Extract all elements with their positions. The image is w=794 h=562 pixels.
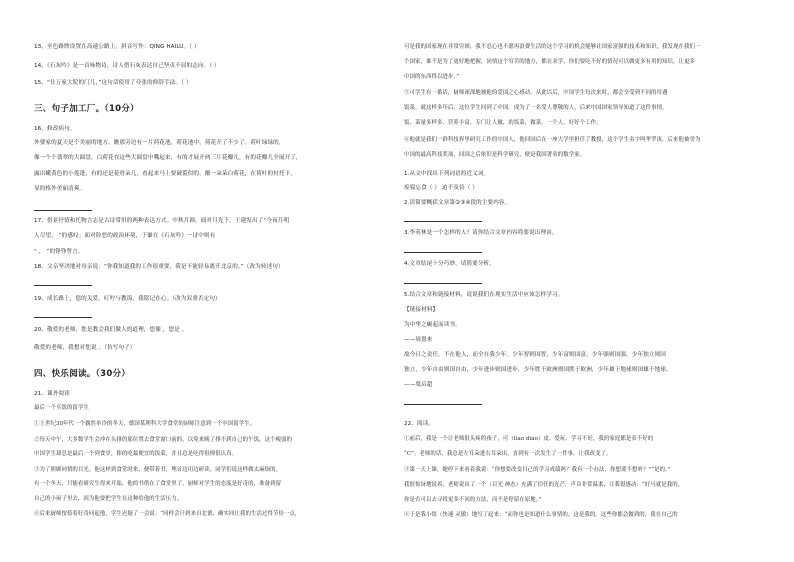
link-line-3: 故今日之责任，不在他人，而全在我少年。少年智则国智，少年富则国富，少年强则国强，少年独立则国 bbox=[404, 352, 666, 358]
question-21: 21、课外阅读 bbox=[34, 391, 70, 397]
answer-line bbox=[404, 283, 482, 284]
left-column bbox=[34, 0, 414, 562]
answer-line bbox=[34, 210, 92, 211]
answer-line bbox=[34, 317, 92, 318]
answer-line bbox=[404, 252, 482, 253]
paragraph-16-line-1: 外婆家的夏天是个美丽的地方。瞧那旁边有一片荷花池，荷花池中，荷花开了不少了。荷叶绿绿的， bbox=[34, 140, 285, 146]
sub-question-4: 4.文章结尾十分巧妙，请简要分析。 bbox=[404, 261, 495, 267]
reading-para-2-line-1: ②每天中午，大多数学生会冲在头排的那位置去食堂窗口前的，以免来晚了排不到自己的午饭，这个瘦弱的 bbox=[34, 437, 293, 443]
reading-cont-line-8: 中国的最高科技奖项，回国之后依旧是科学研究，便是我国著名的数学家。 bbox=[404, 152, 586, 158]
reading-para-4-line-1: ④后来厨师按捺着好奇问起他，学生迟疑了一会说：“同样会计到来自北德，确实同让我的生活过得节俭一点， bbox=[34, 511, 301, 517]
question-22: 22、阅读。 bbox=[404, 421, 435, 427]
question-14: 14、《石灰吟》是一首咏物诗，诗人借石灰表达自己坚贞不屈的志向。（ ） bbox=[34, 63, 220, 69]
link-line-2: ——周恩来 bbox=[404, 337, 433, 343]
section-3-heading: 三、句子加工厂。（10分） bbox=[34, 104, 139, 114]
link-line-5: ——梁启超 bbox=[404, 382, 433, 388]
reading22-line-4: 我很惊讶地说着，老师说出了一个（目光 神态）充满了信任的光芒，声音非常温柔，让我很感动：“好马就是我的， bbox=[404, 482, 684, 488]
reading22-line-2: “C”。老师的话，我总是左耳朵进右耳朵出，直到有一次发生了一件事，让我改变了。 bbox=[404, 451, 612, 457]
reading-cont-line-1: 可是我的国家现在非常穷困，我不忍心也不愿再浪费生活的这个学习的机会能够让国家富强的技术和知识。我发现在我们一 bbox=[404, 44, 701, 50]
reading-para-2-line-2: 中国学生却总是最后一个到食堂，捧的吃最便宜的饭菜，并且总是吃得很慢很认真。 bbox=[34, 451, 238, 457]
reading-cont-line-6: 饭、菜量多样多，营养丰富，专门让人做，的饭菜，做菜。一个人，好好个工作。 bbox=[404, 120, 602, 126]
sub-question-2: 2.请简要概括文章第②③④段的主要内容。 bbox=[404, 200, 511, 206]
reading-cont-line-4: ⑤可学生有一番话，厨师深深地被他的爱国之心感动。从此以后，中国学生每次来时，都会享受到不同的待遇 bbox=[404, 90, 668, 96]
paragraph-16-line-2: 像一个个翡翠的大圆盘，白荷花在这些大圆盘中嘴起来，有的才展开两三片花瓣儿，有的花瓣儿全展开了， bbox=[34, 155, 302, 161]
link-material-label: 【链接材料】 bbox=[404, 307, 439, 313]
sub-question-1-blanks: 废寝忘食（ ） 迫不及待（ ） bbox=[404, 185, 478, 191]
reading22-line-1: ①前后，我是一个让老师很头疼的孩子，可（liao diao）皮、爱玩、学习不好，我的家庭都是表不好的 bbox=[404, 436, 654, 442]
paragraph-16-line-3: 露出嫩黄色的小莲蓬，有的还是花骨朵儿，看起来马上要破裂似的，酿一朵朵白荷花，在荷叶的衬托下， bbox=[34, 171, 296, 177]
answer-line bbox=[404, 221, 482, 222]
reading22-line-6: ④于是我小组（快速 灵敏）地写了起来：“而你也是知道什么事情的，这是我的。这些你都会做到的，我在自己的 bbox=[404, 512, 678, 518]
right-column bbox=[404, 0, 779, 562]
link-line-4: 独立，少年自由则国自由，少年进步则国进步，少年胜于欧洲则国胜于欧洲，少年雄于地球则国雄于地球。 bbox=[404, 367, 672, 373]
reading-cont-line-5: 饭菜。就这样多年后，这位学生回到了中国。成为了一名受人尊敬的人，后来中国国家领导知道了这件事情， bbox=[404, 105, 668, 111]
question-18: 18、父亲坚决地对母亲说：“你我知道我的工作很重要，我是不能轻易离开北京的。”（改为转述句） bbox=[34, 264, 284, 270]
question-19: 19、成长路上，您的关爱、叮咛与教诲，我铭记在心。（改为双重否定句） bbox=[34, 296, 221, 302]
question-17-line-2: 人尽望， ”的感叹；面对险恶的政治环境，于谦在《石灰吟》一诗中则有 bbox=[34, 233, 216, 239]
reading-para-3-line-2: 有一个冬天，只能看研究生得来开始，他的书借在了食堂里了，厨师对学生的态度是好奇的，准备到留 bbox=[34, 481, 282, 487]
reading-title: 最后一个买饭的留学生 bbox=[34, 405, 89, 411]
question-17-line-1: 17、借景抒情和托物言志是古诗常用的两种表达方式。中秋月圆，面对月光下，王建发出了“今夜月明 bbox=[34, 218, 290, 224]
reading22-line-3: ③第一天上课，她停下来看着我说：“你想要改变目己的学习成绩吗？我有一个办法，你想要不想听？”“是的。” bbox=[404, 467, 671, 473]
link-line-1: 为中华之崛起而读书。 bbox=[404, 322, 461, 328]
section-4-heading: 四、快乐阅读。（30分） bbox=[34, 369, 131, 379]
reading-para-3-line-3: 自己的小屋子里去，因为他要把学生在这种给他的生活压力。 bbox=[34, 496, 183, 502]
answer-line bbox=[34, 285, 92, 286]
sub-question-3: 3.李英林是一个怎样的人？请你结合文章内容简要说出理由。 bbox=[404, 230, 558, 236]
reading-para-3-line-1: ③为了照顾同情的目光。他这样到食堂时来，便带着书，埋首边用边研读。同学们说这样做太麻烦的， bbox=[34, 467, 282, 473]
reading-para-1: ①上世纪30年代一个偶然单冷的冬天，德国某理科大学食堂的厨师注意到一个中国留学生。 bbox=[34, 421, 256, 427]
reading-cont-line-2: 个国家，谁不是为了更好地把握，同情这个穷苦的地方，都在求学，你们要吃不好的情况可以做更多有用的知识，让更多 bbox=[404, 59, 696, 65]
reading22-line-5: 你是否可以去寻找更多不同的方法，而不是停留在原地。” bbox=[404, 497, 542, 503]
question-16: 16、修改病句。 bbox=[34, 126, 76, 132]
answer-line bbox=[404, 404, 482, 405]
sub-question-5: 5.结合文章和链接材料，说说我们在现实生活中应该怎样学习。 bbox=[404, 292, 564, 298]
paragraph-16-line-4: 显的格外美丽清爽。 bbox=[34, 186, 86, 192]
question-17-line-3: “ ， ”的铮铮誓言。 bbox=[34, 249, 84, 255]
question-20-line-2: 敬爱的老师，我想对您说 。（仿写句子） bbox=[34, 345, 136, 351]
question-13: 13、至色路牌设置在高速公路上，拼音写作：QING HAILU。（ ） bbox=[34, 44, 200, 50]
sub-question-1: 1.从文中找出下列词语的近义词。 bbox=[404, 171, 490, 177]
question-15: 15、“仕万家大院的门儿，”这句话使用了夸张的修辞手法。（ ） bbox=[34, 80, 192, 86]
reading-cont-line-7: ⑥他就是我们一群科技界里研究工作的中国人，他回国后在一座大学里担任了教授，这个学生名字叫华罗庚，后来他被誉为 bbox=[404, 137, 701, 143]
reading-cont-line-3: 中国的东西得以进步。” bbox=[404, 74, 460, 80]
question-20-line-1: 20、敬爱的老师，您是教会我们做人的道理，您像 ，您是 。 bbox=[34, 327, 188, 333]
